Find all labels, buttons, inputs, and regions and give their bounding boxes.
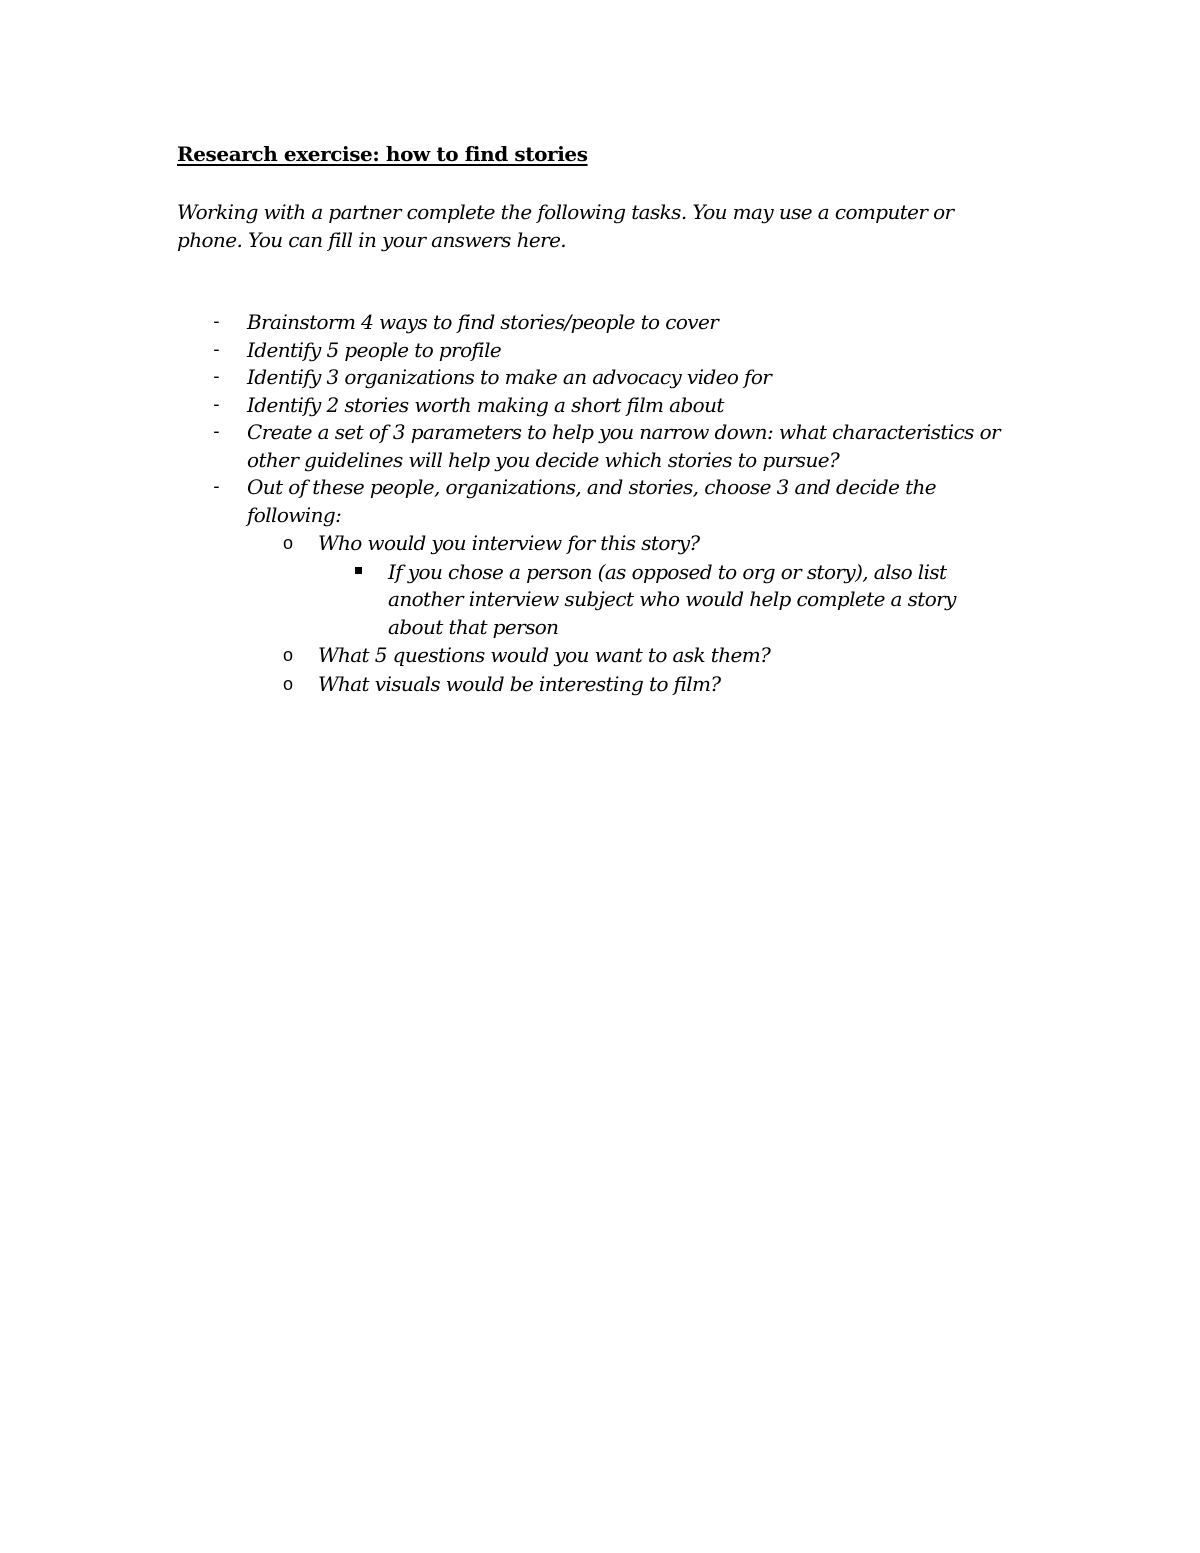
circle-bullet: o: [283, 674, 294, 694]
list-item: Identify 3 organizations to make an advocacy video for: [247, 365, 772, 389]
list-item: Identify 2 stories worth making a short film about: [247, 393, 724, 417]
intro-line: Working with a partner complete the following tasks. You may use a computer or: [177, 200, 954, 224]
square-bullet: [355, 567, 362, 574]
dash-bullet: -: [211, 421, 222, 442]
list-item: Identify 5 people to profile: [247, 338, 502, 362]
dash-bullet: -: [211, 394, 222, 415]
intro-paragraph: [177, 198, 1037, 254]
list-item: Brainstorm 4 ways to find stories/people to cover: [247, 310, 719, 334]
list-item: Out of these people, organizations, and stories, choose 3 and decide the: [247, 475, 937, 499]
sub-list-item: Who would you interview for this story?: [318, 531, 700, 555]
dash-bullet: -: [211, 476, 222, 497]
circle-bullet: o: [283, 533, 294, 553]
dash-bullet: -: [211, 366, 222, 387]
list-item-continuation: other guidelines will help you decide which stories to pursue?: [247, 448, 840, 472]
list-item: Create a set of 3 parameters to help you narrow down: what characteristics or: [247, 420, 1001, 444]
sub-list-item: What visuals would be interesting to film?: [318, 672, 721, 696]
sub-sub-list-item: If you chose a person (as opposed to org or story), also list: [388, 560, 947, 584]
dash-bullet: -: [211, 311, 222, 332]
sub-sub-list-item-continuation: another interview subject who would help complete a story: [388, 587, 956, 611]
dash-bullet: -: [211, 339, 222, 360]
sub-list-item: What 5 questions would you want to ask them?: [318, 643, 771, 667]
intro-line: phone. You can fill in your answers here.: [177, 228, 567, 252]
list-item-continuation: following:: [247, 503, 342, 527]
document-title: Research exercise: how to find stories: [177, 142, 588, 166]
sub-sub-list-item-continuation: about that person: [388, 615, 559, 639]
circle-bullet: o: [283, 645, 294, 665]
